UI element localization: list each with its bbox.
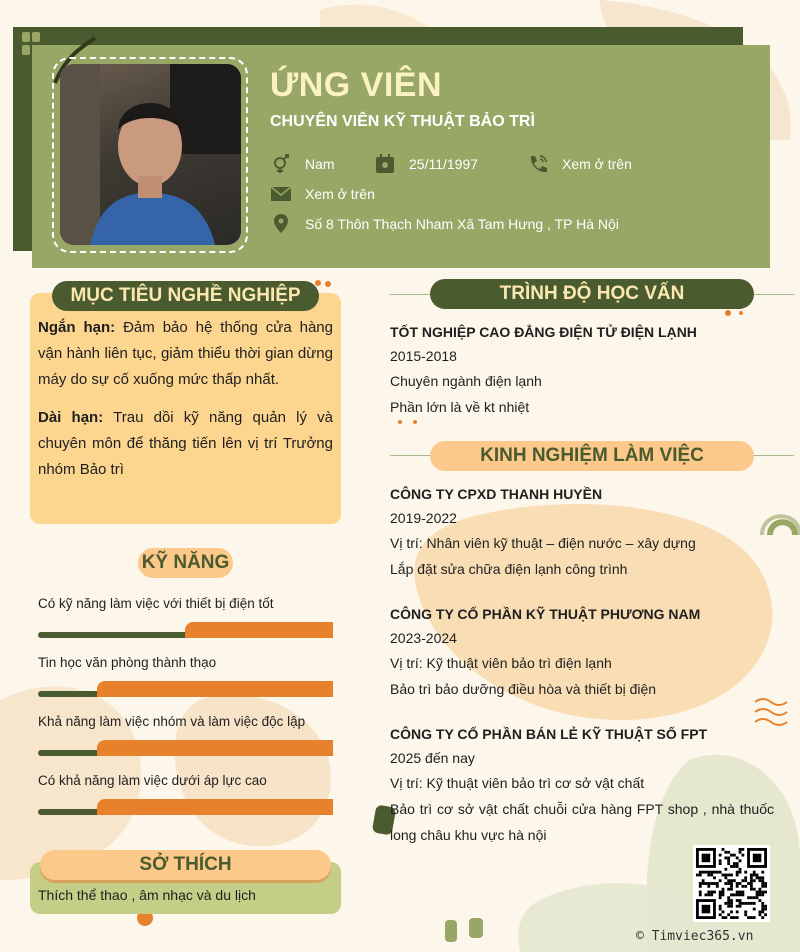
gender-value: Nam [305,156,335,172]
gender-icon [270,153,292,175]
short-term-text: Đảm bảo hệ thống cửa hàng vận hành liên tục, giảm thiểu thời gian dừng máy do sự cố xuống mức thấp nhất. [38,319,333,388]
job-company: CÔNG TY CỔ PHẦN KỸ THUẬT PHƯƠNG NAM [390,606,701,622]
skill-label: Có khả năng làm việc dưới áp lực cao [38,773,267,788]
job-description: Bảo trì cơ sở vật chất chuỗi cửa hàng FPT shop , nhà thuốc long châu khu vực hà nội [390,801,774,843]
long-term-text: Trau dồi kỹ năng quản lý và chuyên môn để thăng tiến lên vị trí Trưởng nhóm Bảo trì [38,409,333,478]
skill-label: Tin học văn phòng thành thạo [38,655,217,670]
skills-heading: KỸ NĂNG [138,548,233,578]
email-value: Xem ở trên [305,186,375,202]
job-period: 2025 đến nay [390,750,475,766]
job-company: CÔNG TY CỔ PHẦN BÁN LẺ KỸ THUẬT SỐ FPT [390,726,708,742]
job-period: 2019-2022 [390,510,457,526]
job-title: CHUYÊN VIÊN KỸ THUẬT BẢO TRÌ [270,113,535,130]
job-period: 2023-2024 [390,630,457,646]
career-goal-box [30,293,341,524]
education-years: 2015-2018 [390,348,457,364]
skill-bar-fill [97,681,333,697]
birthday-row [374,153,478,175]
hobbies-heading: SỞ THÍCH [40,850,331,880]
candidate-name: ỨNG VIÊN [270,66,443,104]
career-goal-heading: MỤC TIÊU NGHỀ NGHIỆP [52,281,319,311]
skill-bar-fill [185,622,333,638]
watermark: © Timviec365.vn [636,929,754,944]
education-school: TỐT NGHIỆP CAO ĐẲNG ĐIỆN TỬ ĐIỆN LẠNH [390,324,697,340]
long-term-label: Dài hạn: [38,409,104,426]
avatar [60,64,241,245]
location-icon [270,213,292,235]
job-role: Vị trí: Kỹ thuật viên bảo trì điện lạnh [390,655,612,671]
phone-value: Xem ở trên [562,156,632,172]
education-major: Chuyên ngành điện lạnh [390,373,542,389]
address-value: Số 8 Thôn Thạch Nham Xã Tam Hưng , TP Hà Nội [305,216,619,232]
short-term-label: Ngắn hạn: [38,319,116,336]
experience-heading: KINH NGHIỆM LÀM VIỆC [430,441,754,471]
phone-row [527,153,632,175]
address-row [270,213,619,235]
birthday-value: 25/11/1997 [409,156,479,172]
job-company: CÔNG TY CPXD THANH HUYỀN [390,486,603,502]
job-role: Vị trí: Nhân viên kỹ thuật – điện nước – xây dựng [390,535,696,551]
long-term-goal [38,405,333,483]
job-description: Lắp đặt sửa chữa điện lạnh công trình [390,561,628,577]
email-icon [270,183,292,205]
job-description: Bảo trì bảo dưỡng điều hòa và thiết bị điện [390,681,657,697]
skill-bar-fill [97,740,333,756]
job-role: Vị trí: Kỹ thuật viên bảo trì cơ sở vật chất [390,775,645,791]
hobbies-text: Thích thể thao , âm nhạc và du lịch [38,887,256,903]
skill-bar-fill [97,799,333,815]
skill-label: Khả năng làm việc nhóm và làm việc độc lập [38,714,306,729]
qr-code [693,845,770,922]
calendar-icon [374,153,396,175]
short-term-goal [38,315,333,393]
gender-row [270,153,335,175]
education-heading: TRÌNH ĐỘ HỌC VẤN [430,279,754,309]
skill-label: Có kỹ năng làm việc với thiết bị điện tốt [38,596,274,611]
education-note: Phần lớn là về kt nhiệt [390,399,530,415]
email-row [270,183,375,205]
phone-icon [527,153,549,175]
